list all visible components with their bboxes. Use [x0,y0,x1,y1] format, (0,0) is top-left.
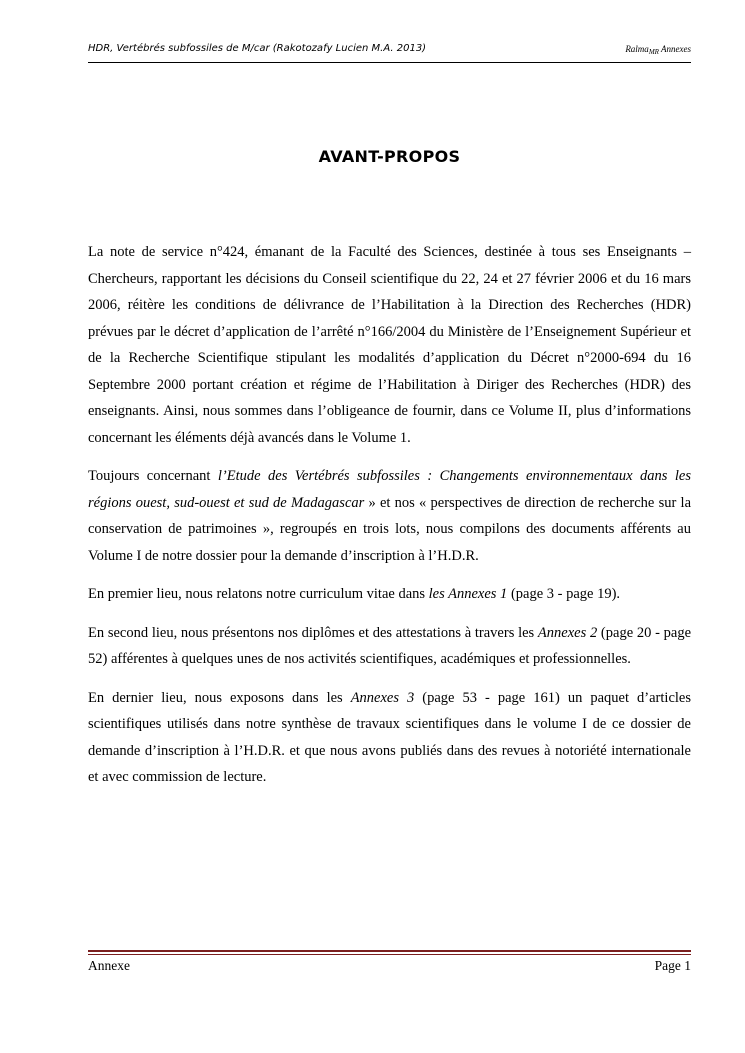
header-divider [88,62,691,63]
paragraph-1: La note de service n°424, émanant de la Faculté des Sciences, destinée à tous ses Enseignants – Chercheurs, rapportant les décisions du Conseil scientifique du 22, 24 et 27 février 2006 et du 16 mars 2006, réitère les conditions de délivrance de l’Habilitation à la Direction des Recherches (HDR) prévues par le décret d’application de l’arrêté n°166/2004 du Ministère de l’Enseignement Supérieur et de la Recherche Scientifique stipulant les modalités d’application du Décret n°2000-694 du 16 Septembre 2000 portant création et régime de l’Habilitation à Diriger des Recherches (HDR) des enseignants. Ainsi, nous sommes dans l’obligeance de fournir, dans ce Volume II, plus d’informations concernant les éléments déjà avancés dans le Volume 1. [88,244,691,446]
paragraph-3 [88,581,691,608]
paragraph-5-annex-ref: Annexes 3 [350,689,415,706]
paragraph-5-rest: (page 53 - page 161) un paquet d’articles scientifiques utilisés dans notre synthèse de travaux scientifiques dans le volume I de ce dossier de demande d’inscription à l’H.D.R. et que nous avons publiés dans des revues à notoriété internationale et avec commission de lecture. [88,689,691,785]
header-section-name: Annexes [658,44,691,54]
paragraph-4-lead: En second lieu, nous présentons nos diplômes et des attestations à travers les [88,624,538,641]
page-title: AVANT-PROPOS [318,147,461,166]
document-body [88,239,691,803]
paragraph-4-rest: (page 20 - page 52) afférentes à quelques unes de nos activités scientifiques, académiques et professionnelles. [88,624,692,667]
paragraph-3-lead: En premier lieu, nous relatons notre curriculum vitae dans [88,586,429,602]
footer-divider-thick [88,950,691,952]
paragraph-2 [88,463,691,569]
footer-divider-thin [88,954,691,955]
paragraph-2-study-title: l’Etude des Vertébrés subfossiles : Changements environnementaux dans les régions ouest, sud-ouest et sud de Madagascar [88,468,691,511]
header-document-title: HDR, Vertébrés subfossiles de M/car (Rakotozafy Lucien M.A. 2013) [88,43,427,54]
paragraph-3-rest: (page 3 - page 19). [507,586,621,602]
paragraph-3-annex-ref: les Annexes 1 [428,586,508,602]
header-section-label [625,44,691,56]
page-header [88,43,691,59]
paragraph-4-annex-ref: Annexes 2 [537,624,598,641]
paragraph-5-lead: En dernier lieu, nous exposons dans les [88,689,351,706]
paragraph-2-rest: » et nos « perspectives de direction de recherche sur la conservation de patrimoines », regroupés en trois lots, nous compilons des documents afférents au Volume I de notre dossier pour la demande d’inscription à l’H.D.R. [88,494,691,564]
paragraph-5 [88,685,691,791]
footer-section-label: Annexe [88,958,130,973]
paragraph-2-lead: Toujours concernant [88,468,218,484]
footer-page-number: Page 1 [654,958,691,973]
header-author-subscript: MR [648,48,659,56]
paragraph-4 [88,620,691,673]
header-author-abbrev: Ralma [625,44,649,54]
